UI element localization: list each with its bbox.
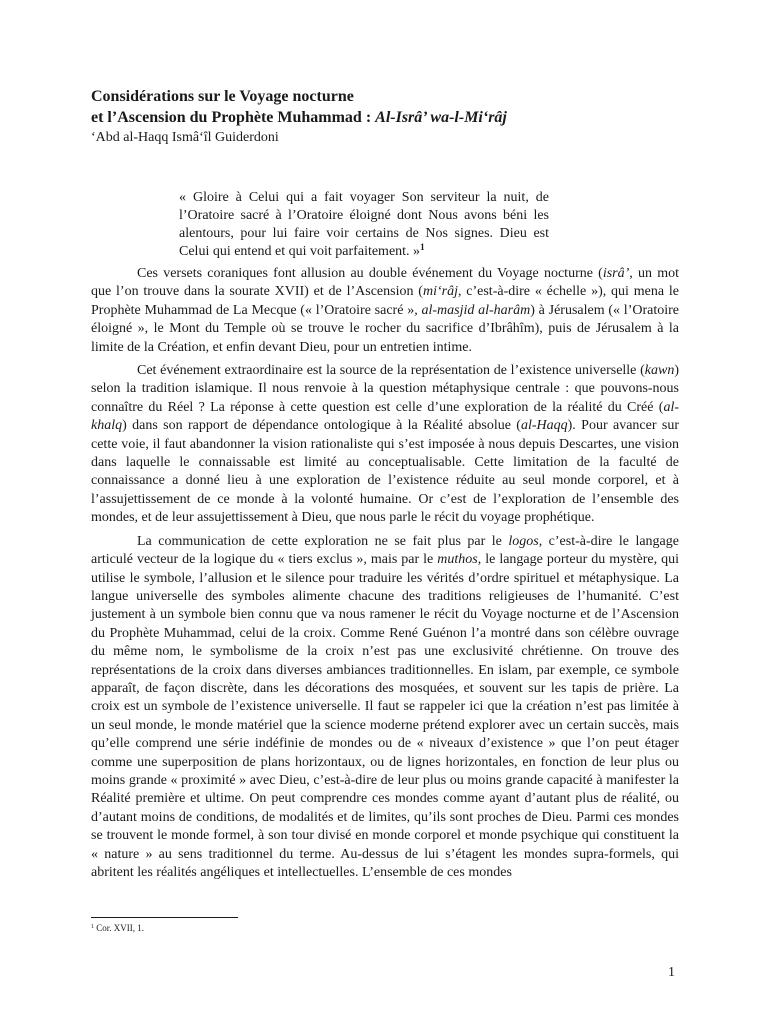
page-number: 1 [668,965,675,980]
paragraph-text: ) dans son rapport de dépendance ontologique à la Réalité absolue ( [122,418,521,434]
author-name: ‘Abd al-Haqq Ismâ‘îl Guiderdoni [91,130,279,145]
title-line-2-text: et l’Ascension du Prophète Muhammad : [91,109,376,126]
paragraph-text: ). Pour avancer sur cette voie, il faut abandonner la vision rationaliste qui s’est imposée à nous depuis Descartes, une vision dans laquelle le connaissable est limité au conceptualisable. Cette limitation de la faculté de connaissance a donné lieu à une exploration de l’existence réduite au seul monde corporel, et à l’assujettissement de ce monde à la volonté humaine. Or c’est de l’exploration de l’ensemble des mondes, et de leur assujettissement à Dieu, que nous parle le récit du voyage prophétique. [91,418,679,526]
title-line-1: Considérations sur le Voyage nocturne [91,88,354,105]
paragraph-text: Cet événement extraordinaire est la source de la représentation de l’existence universelle ( [137,363,645,379]
epigraph-quote [179,189,549,261]
paragraph-2 [91,362,679,528]
italic-term: al-Haqq [520,418,568,434]
italic-term: isrâ’ [602,266,630,281]
paragraph-text: , un mot que l’on trouve dans la sourate XVII) et de l’Ascension ( [91,266,679,300]
italic-term: logos [508,533,539,549]
italic-term: muthos [437,552,478,568]
footnote [91,922,144,934]
footnote-reference[interactable]: 1 [420,242,425,252]
footnote-separator [91,917,238,918]
paragraph-3 [91,533,679,883]
paragraph-text: ) à Jérusalem (« l’Oratoire éloigné », le Mont du Temple où se trouve le rocher du sacrifice d’Ibrâhîm), puis de Jérusalem à la limite de la Création, et enfin devant Dieu, pour un entretien intime. [91,302,679,355]
footnote-number: 1 [91,924,94,930]
paragraph-text: ) selon la tradition islamique. Il nous renvoie à la question métaphysique centrale : que pouvons-nous connaître du Réel ? La réponse à cette question est celle d’une exploration de la réalité du Créé ( [91,363,679,415]
italic-term: al-khalq [91,399,679,434]
title-line-2-italic: Al-Isrâ’ wa-l-Mi‘râj [375,109,507,126]
footnote-text: Cor. XVII, 1. [94,923,144,933]
title-line-2 [91,107,691,128]
quote-text: « Gloire à Celui qui a fait voyager Son serviteur la nuit, de l’Oratoire sacré à l’Oratoire éloigné dont Nous avons béni les alentours, pour lui faire voir certains de Nos signes. Dieu est Celui qui entend et qui voit parfaitement. » [179,190,549,259]
paragraph-text: , c’est-à-dire « échelle »), qui mena le Prophète Muhammad de La Mecque (« l’Oratoire sacré », [91,284,679,318]
italic-term: mi‘râj [422,284,458,300]
paragraph-text: Ces versets coraniques font allusion au double événement du Voyage nocturne ( [137,266,603,281]
paragraph-text: La communication de cette exploration ne se fait plus par le [137,533,509,549]
paragraph-text: , c’est-à-dire le langage articulé vecteur de la logique du « tiers exclus », mais par le [91,533,679,568]
paragraph-1 [91,265,679,357]
body-text [91,265,679,887]
title-block [91,86,691,147]
italic-term: kawn [644,363,675,379]
paragraph-text: , le langage porteur du mystère, qui utilise le symbole, l’allusion et le silence pour traduire les vérités d’ordre spirituel et métaphysique. La langue universelle des symboles alimente chacune des traditions religieuses de l’humanité. C’est justement à un symbole bien connu que va nous ramener le récit du Voyage nocturne et de l’Ascension du Prophète Muhammad, celui de la croix. Comme René Guénon l’a montré dans son célèbre ouvrage du même nom, le symbolisme de la croix n’est pas une exclusivité chrétienne. On trouve des représentations de la croix dans diverses ambiances traditionnelles. En islam, par exemple, ce symbole apparaît, de façon discrète, dans les décorations des mosquées, et souvent sur les tapis de prière. La croix est un symbole de l’existence universelle. Il faut se rappeler ici que la création n’est pas limitée à un seul monde, le monde matériel que la science moderne prétend explorer avec un certain succès, mais qu’elle comprend une série indéfinie de mondes ou de « niveaux d’existence » que l’on peut étager comme une superposition de plans horizontaux, ou de lignes horizontales, en fonction de leur plus ou moins grande « proximité » avec Dieu, c’est-à-dire de leur plus ou moins grande capacité à manifester la Réalité première et ultime. On peut comprendre ces mondes comme ayant d’autant plus de réalité, ou d’autant moins de conditions, de modalités et de limites, qu’ils sont proches de Dieu. Parmi ces mondes se trouvent le monde formel, à son tour divisé en monde corporel et monde psychique qui constituent la « nature » au sens traditionnel du terme. Au-dessus de lui s’étagent les mondes supra-formels, qui abritent les réalités angéliques et intellectuelles. L’ensemble de ces mondes [91,552,679,880]
italic-term: al-masjid al-harâm [421,302,531,318]
